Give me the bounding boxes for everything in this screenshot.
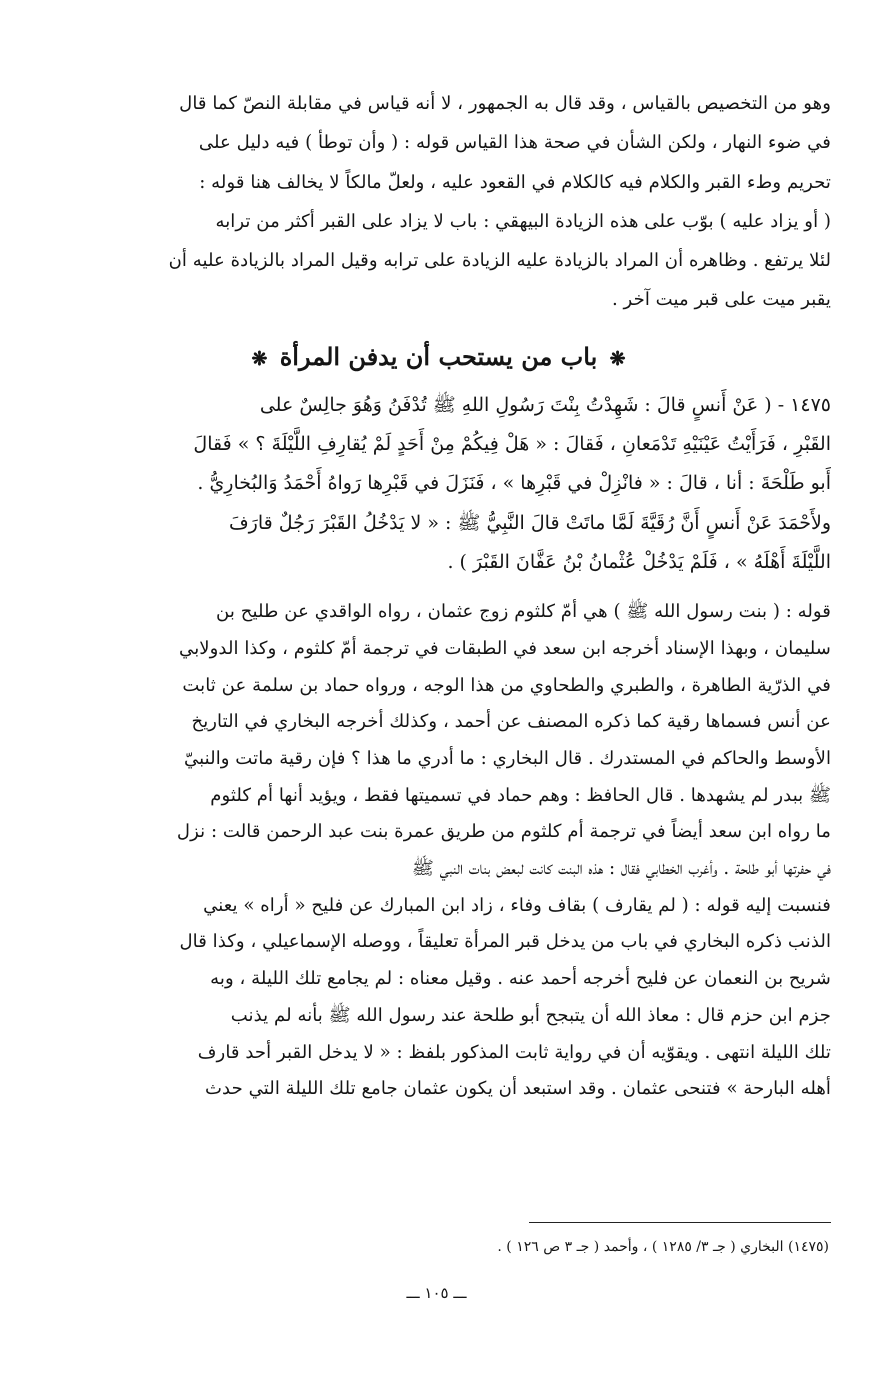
commentary-main [46, 594, 831, 1108]
footnote-divider [529, 1222, 831, 1223]
chapter-title: باب من يستحب أن يدفن المرأة [279, 341, 598, 371]
text-line: في الذرّية الطاهرة ، والطبري والطحاوي من هذا الوجه ، ورواه حماد بن سلمة عن ثابت [182, 674, 831, 696]
text-line: عن أنس فسماها رقية كما ذكره المصنف عن أحمد ، وكذلك أخرجه البخاري في التاريخ [191, 711, 831, 733]
text-line: لئلا يرتفع . وظاهره أن المراد بالزيادة عليه الزيادة على ترابه وقيل المراد بالزيادة عليه أن [168, 250, 831, 272]
text-line: فنسبت إليه قوله : ( لم يقارف ) بقاف وفاء ، زاد ابن المبارك عن فليح « أراه » يعني [203, 894, 831, 916]
text-line: تحريم وطء القبر والكلام فيه كالكلام في القعود عليه ، ولعلّ مالكاً لا يخالف هنا قوله : [199, 171, 831, 193]
hadith-line: ولأَحْمَدَ عَنْ أَنسٍ أَنَّ رُقَيَّةَ لَمَّا ماتَتْ قالَ النَّبِيُّ ﷺ : « لا يَدْخُلُ القَبْرَ رَجُلٌ قارَفَ [228, 511, 831, 534]
commentary-top [46, 84, 831, 320]
text-line: في ضوء النهار ، ولكن الشأن في صحة هذا القياس قوله : ( وأن توطأ ) فيه دليل على [198, 132, 831, 154]
text-line: أهله البارحة » فتنحى عثمان . وقد استبعد أن يكون عثمان جامع تلك الليلة التي حدث [204, 1078, 831, 1100]
hadith-text [46, 386, 831, 582]
text-line: وهو من التخصيص بالقياس ، وقد قال به الجمهور ، لا أنه قياس في مقابلة النصّ كما قال [179, 93, 831, 114]
text-line: جزم ابن حزم قال : معاذ الله أن يتبجح أبو طلحة عند رسول الله ﷺ بأنه لم يذنب [230, 1004, 831, 1026]
text-line: شريح بن النعمان عن فليح أخرجه أحمد عنه . وقيل معناه : لم يجامع تلك الليلة ، وبه [210, 968, 831, 990]
text-line: الذنب ذكره البخاري في باب من يدخل قبر المرأة تعليقاً ، ووصله الإسماعيلي ، وكذا قال [179, 931, 831, 953]
star-ornament-icon: ❋ [251, 347, 268, 370]
page-number: ـــ ١٠٥ ـــ [406, 1284, 467, 1302]
text-line: ﷺ ببدر لم يشهدها . قال الحافظ : وهم حماد في تسميتها فقط ، ويؤيد أنها أم كلثوم [210, 784, 831, 806]
text-line: سليمان ، وبهذا الإسناد أخرجه ابن سعد في الطبقات في ترجمة أمّ كلثوم ، وكذا الدولابي [179, 637, 831, 659]
text-line: ( أو يزاد عليه ) بوّب على هذه الزيادة البيهقي : باب لا يزاد على القبر أكثر من ترابه [215, 210, 831, 232]
chapter-heading [46, 332, 831, 382]
paragraph-gap [46, 582, 831, 594]
hadith-line: القَبْرِ ، فَرَأَيْتُ عَيْنَيْهِ تَدْمَعانِ ، فَقالَ : « هَلْ فِيكُمْ مِنْ أَحَدٍ لَمْ يُقارِفِ اللَّيْلَةَ ؟ » فَقالَ [193, 433, 831, 456]
text-line: يقبر ميت على قبر ميت آخر . [611, 289, 831, 311]
hadith-line: أَبو طَلْحَةَ : أنا ، قالَ : « فانْزِلْ في قَبْرِها » ، فَنَزَلَ في قَبْرِها رَواهُ أَحْمَدُ وَالبُخارِيُّ . [197, 472, 831, 495]
star-ornament-icon: ❋ [609, 347, 626, 370]
hadith-line: اللَّيْلَةَ أَهْلَهُ » ، فَلَمْ يَدْخُلْ عُثْمانُ بْنُ عَفَّانَ القَبْرَ ) . [447, 550, 831, 573]
text-line: في حفرتها أبو طلحة . وأغرب الخطابي فقال : هذه البنت كانت لبعض بنات النبي ﷺ [411, 858, 831, 880]
text-line: الأوسط والحاكم في المستدرك . قال البخاري : ما أدري ما هذا ؟ فإن رقية ماتت والنبيّ [184, 748, 831, 770]
text-line: تلك الليلة انتهى . ويقوّيه أن في رواية ثابت المذكور بلفظ : « لا يدخل القبر أحد قارف [197, 1041, 831, 1063]
hadith-line: ١٤٧٥ - ( عَنْ أَنسٍ قالَ : شَهِدْتُ بِنْتَ رَسُولِ اللهِ ﷺ تُدْفَنُ وَهُوَ جالِسٌ على [259, 393, 831, 416]
text-line: قوله : ( بنت رسول الله ﷺ ) هي أمّ كلثوم زوج عثمان ، رواه الواقدي عن طليح بن [216, 601, 831, 623]
text-line: ما رواه ابن سعد أيضاً في ترجمة أم كلثوم من طريق عمرة بنت عبد الرحمن قالت : نزل [176, 821, 831, 843]
footnote: (١٤٧٥) البخاري ( جـ ٣/ ١٢٨٥ ) ، وأحمد ( جـ ٣ ص ١٢٦ ) . [497, 1239, 829, 1255]
